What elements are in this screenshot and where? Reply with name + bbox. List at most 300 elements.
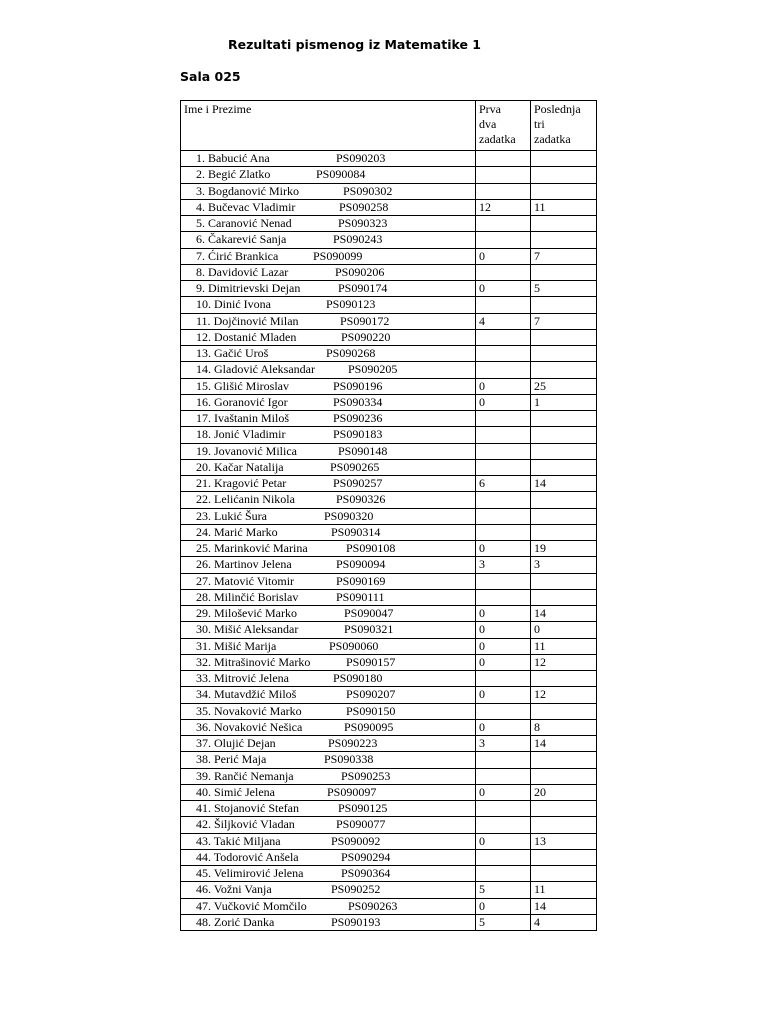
table-row bbox=[181, 606, 597, 622]
table-row bbox=[181, 817, 597, 833]
table-row bbox=[181, 313, 597, 329]
student-id: PS090148 bbox=[338, 443, 388, 458]
score-first-two: 12 bbox=[476, 199, 531, 215]
score-last-three: 4 bbox=[531, 914, 597, 930]
row-number: 44. bbox=[196, 849, 211, 864]
score-last-three: 1 bbox=[531, 394, 597, 410]
score-first-two bbox=[476, 752, 531, 768]
student-cell bbox=[181, 622, 476, 638]
student-name: Davidović Lazar bbox=[208, 264, 289, 279]
student-cell bbox=[181, 443, 476, 459]
table-row bbox=[181, 768, 597, 784]
table-row bbox=[181, 882, 597, 898]
student-id: PS090334 bbox=[333, 394, 383, 409]
student-cell bbox=[181, 297, 476, 313]
student-id: PS090258 bbox=[339, 199, 389, 214]
row-number: 16. bbox=[196, 394, 211, 409]
score-first-two bbox=[476, 167, 531, 183]
student-name: Mišić Aleksandar bbox=[214, 622, 299, 637]
score-last-three bbox=[531, 768, 597, 784]
student-name: Bučevac Vladimir bbox=[208, 199, 296, 214]
table-row bbox=[181, 167, 597, 183]
student-cell bbox=[181, 378, 476, 394]
row-number: 23. bbox=[196, 508, 211, 523]
score-first-two bbox=[476, 151, 531, 167]
student-name: Todorović Anšela bbox=[213, 849, 299, 864]
row-number: 4. bbox=[196, 199, 205, 214]
student-cell bbox=[181, 281, 476, 297]
score-last-three bbox=[531, 216, 597, 232]
row-number: 47. bbox=[196, 898, 211, 913]
student-id: PS090095 bbox=[344, 719, 394, 734]
student-cell bbox=[181, 784, 476, 800]
document-title: Rezultati pismenog iz Matematike 1 bbox=[228, 37, 482, 52]
score-first-two bbox=[476, 817, 531, 833]
table-row bbox=[181, 671, 597, 687]
score-last-three bbox=[531, 362, 597, 378]
score-first-two bbox=[476, 183, 531, 199]
score-last-three bbox=[531, 524, 597, 540]
student-id: PS090077 bbox=[336, 817, 386, 832]
score-last-three bbox=[531, 817, 597, 833]
score-first-two bbox=[476, 524, 531, 540]
student-cell bbox=[181, 199, 476, 215]
score-last-three bbox=[531, 866, 597, 882]
score-last-three bbox=[531, 589, 597, 605]
row-number: 39. bbox=[196, 768, 211, 783]
score-last-three: 25 bbox=[531, 378, 597, 394]
row-number: 22. bbox=[196, 492, 211, 507]
student-name: Jovanović Milica bbox=[214, 443, 297, 458]
student-id: PS090223 bbox=[328, 736, 378, 750]
student-id: PS090207 bbox=[346, 687, 396, 702]
student-cell bbox=[181, 216, 476, 232]
row-number: 2. bbox=[196, 167, 205, 182]
table-row bbox=[181, 151, 597, 167]
student-name: Perić Maja bbox=[214, 752, 267, 767]
score-last-three: 5 bbox=[531, 281, 597, 297]
score-last-three: 14 bbox=[531, 606, 597, 622]
row-number: 48. bbox=[196, 914, 211, 929]
student-name: Dimitrievski Dejan bbox=[208, 281, 301, 295]
student-cell bbox=[181, 167, 476, 183]
score-last-three: 11 bbox=[531, 882, 597, 898]
row-number: 33. bbox=[196, 671, 211, 685]
header-last-three-tasks: Poslednja tri zadatka bbox=[531, 101, 597, 151]
table-row bbox=[181, 573, 597, 589]
row-number: 31. bbox=[196, 638, 211, 653]
row-number: 1. bbox=[196, 151, 205, 165]
score-first-two bbox=[476, 346, 531, 362]
score-last-three: 20 bbox=[531, 784, 597, 800]
student-id: PS090092 bbox=[331, 833, 381, 848]
score-last-three: 7 bbox=[531, 313, 597, 329]
table-row bbox=[181, 508, 597, 524]
score-first-two bbox=[476, 801, 531, 817]
student-name: Marić Marko bbox=[214, 524, 278, 539]
table-row bbox=[181, 394, 597, 410]
table-row bbox=[181, 898, 597, 914]
student-id: PS090196 bbox=[333, 378, 383, 393]
score-last-three bbox=[531, 703, 597, 719]
score-first-two bbox=[476, 329, 531, 345]
student-cell bbox=[181, 411, 476, 427]
student-name: Vožni Vanja bbox=[213, 882, 272, 897]
student-id: PS090338 bbox=[324, 752, 374, 767]
student-id: PS090321 bbox=[344, 622, 394, 637]
room-label: Sala 025 bbox=[180, 69, 241, 84]
student-name: Lelićanin Nikola bbox=[214, 492, 295, 507]
row-number: 7. bbox=[196, 248, 205, 263]
row-number: 30. bbox=[196, 622, 211, 637]
student-id: PS090111 bbox=[336, 589, 385, 604]
header-first-two-tasks: Prva dva zadatka bbox=[476, 101, 531, 151]
student-cell bbox=[181, 394, 476, 410]
score-first-two: 0 bbox=[476, 248, 531, 264]
student-cell bbox=[181, 492, 476, 508]
table-row bbox=[181, 622, 597, 638]
student-id: PS090205 bbox=[348, 362, 398, 377]
student-cell bbox=[181, 914, 476, 930]
score-first-two bbox=[476, 508, 531, 524]
student-cell bbox=[181, 817, 476, 833]
student-cell bbox=[181, 687, 476, 703]
row-number: 3. bbox=[196, 183, 205, 198]
student-name: Šiljković Vladan bbox=[214, 817, 295, 832]
table-row bbox=[181, 833, 597, 849]
student-cell bbox=[181, 736, 476, 752]
row-number: 32. bbox=[196, 654, 211, 669]
student-id: PS090084 bbox=[316, 167, 366, 182]
table-row bbox=[181, 199, 597, 215]
student-name: Ćirić Brankica bbox=[208, 248, 279, 263]
student-cell bbox=[181, 898, 476, 914]
student-id: PS090314 bbox=[331, 524, 381, 539]
student-name: Gačić Uroš bbox=[214, 346, 269, 360]
student-cell bbox=[181, 313, 476, 329]
table-row bbox=[181, 784, 597, 800]
student-id: PS090108 bbox=[346, 541, 396, 555]
student-cell bbox=[181, 232, 476, 248]
student-name: Kačar Natalija bbox=[214, 459, 284, 474]
row-number: 41. bbox=[196, 801, 211, 815]
score-first-two: 0 bbox=[476, 622, 531, 638]
student-name: Marinković Marina bbox=[214, 541, 308, 555]
score-first-two bbox=[476, 264, 531, 280]
row-number: 42. bbox=[196, 817, 211, 832]
student-cell bbox=[181, 264, 476, 280]
student-id: PS090060 bbox=[329, 638, 379, 653]
student-cell bbox=[181, 573, 476, 589]
table-row bbox=[181, 411, 597, 427]
score-last-three bbox=[531, 443, 597, 459]
score-last-three bbox=[531, 492, 597, 508]
score-first-two bbox=[476, 849, 531, 865]
table-row bbox=[181, 329, 597, 345]
student-name: Zorić Danka bbox=[214, 914, 275, 929]
row-number: 37. bbox=[196, 736, 211, 750]
table-row bbox=[181, 459, 597, 475]
score-last-three bbox=[531, 427, 597, 443]
score-last-three: 0 bbox=[531, 622, 597, 638]
score-last-three: 7 bbox=[531, 248, 597, 264]
student-id: PS090193 bbox=[331, 914, 381, 929]
row-number: 28. bbox=[196, 589, 211, 604]
score-first-two bbox=[476, 573, 531, 589]
row-number: 34. bbox=[196, 687, 211, 702]
student-name: Goranović Igor bbox=[214, 394, 288, 409]
student-name: Vučković Momčilo bbox=[213, 898, 307, 913]
score-last-three bbox=[531, 801, 597, 817]
student-cell bbox=[181, 606, 476, 622]
student-cell bbox=[181, 866, 476, 882]
student-name: Čakarević Sanja bbox=[208, 232, 287, 247]
table-row bbox=[181, 362, 597, 378]
row-number: 15. bbox=[196, 378, 211, 393]
score-last-three: 14 bbox=[531, 736, 597, 752]
student-name: Babucić Ana bbox=[208, 151, 270, 165]
student-cell bbox=[181, 654, 476, 670]
table-row bbox=[181, 216, 597, 232]
row-number: 13. bbox=[196, 346, 211, 360]
student-id: PS090320 bbox=[324, 508, 374, 523]
student-cell bbox=[181, 541, 476, 557]
student-name: Novaković Nešica bbox=[214, 719, 303, 734]
score-first-two bbox=[476, 703, 531, 719]
score-first-two bbox=[476, 492, 531, 508]
score-last-three bbox=[531, 151, 597, 167]
student-name: Kragović Petar bbox=[214, 476, 287, 490]
row-number: 9. bbox=[196, 281, 205, 295]
student-id: PS090252 bbox=[331, 882, 381, 897]
score-first-two: 4 bbox=[476, 313, 531, 329]
student-name: Dojčinović Milan bbox=[213, 313, 299, 328]
table-row bbox=[181, 264, 597, 280]
table-row bbox=[181, 752, 597, 768]
score-last-three: 3 bbox=[531, 557, 597, 573]
row-number: 6. bbox=[196, 232, 205, 247]
table-row bbox=[181, 801, 597, 817]
score-last-three bbox=[531, 264, 597, 280]
score-first-two: 0 bbox=[476, 898, 531, 914]
student-name: Novaković Marko bbox=[214, 703, 302, 718]
table-row bbox=[181, 914, 597, 930]
score-last-three: 12 bbox=[531, 687, 597, 703]
student-cell bbox=[181, 882, 476, 898]
row-number: 18. bbox=[196, 427, 211, 442]
row-number: 24. bbox=[196, 524, 211, 539]
student-name: Glišić Miroslav bbox=[214, 378, 289, 393]
student-name: Olujić Dejan bbox=[214, 736, 276, 750]
student-cell bbox=[181, 329, 476, 345]
student-name: Mišić Marija bbox=[214, 638, 277, 653]
table-header-row bbox=[181, 101, 597, 151]
student-cell bbox=[181, 703, 476, 719]
score-last-three bbox=[531, 849, 597, 865]
score-last-three bbox=[531, 232, 597, 248]
table-row bbox=[181, 297, 597, 313]
row-number: 38. bbox=[196, 752, 211, 767]
row-number: 10. bbox=[196, 297, 211, 312]
row-number: 5. bbox=[196, 216, 205, 230]
score-first-two: 0 bbox=[476, 281, 531, 297]
row-number: 17. bbox=[196, 411, 211, 425]
student-name: Begić Zlatko bbox=[208, 167, 271, 182]
table-row bbox=[181, 736, 597, 752]
score-last-three bbox=[531, 329, 597, 345]
row-number: 35. bbox=[196, 703, 211, 718]
student-cell bbox=[181, 346, 476, 362]
row-number: 27. bbox=[196, 573, 211, 588]
student-cell bbox=[181, 801, 476, 817]
score-first-two: 0 bbox=[476, 687, 531, 703]
row-number: 43. bbox=[196, 833, 211, 848]
student-id: PS090364 bbox=[341, 866, 391, 880]
student-cell bbox=[181, 459, 476, 475]
score-first-two bbox=[476, 427, 531, 443]
student-id: PS090302 bbox=[343, 183, 393, 198]
student-name: Dinić Ivona bbox=[214, 297, 271, 312]
score-first-two bbox=[476, 232, 531, 248]
student-name: Gladović Aleksandar bbox=[214, 362, 315, 377]
row-number: 12. bbox=[196, 329, 211, 344]
student-id: PS090257 bbox=[333, 476, 383, 490]
student-id: PS090263 bbox=[348, 898, 398, 913]
student-id: PS090180 bbox=[333, 671, 383, 685]
student-name: Jonić Vladimir bbox=[214, 427, 286, 442]
student-name: Caranović Nenad bbox=[208, 216, 292, 230]
student-cell bbox=[181, 427, 476, 443]
score-first-two bbox=[476, 589, 531, 605]
header-name: Ime i Prezime bbox=[181, 101, 476, 151]
table-row bbox=[181, 281, 597, 297]
score-first-two: 5 bbox=[476, 914, 531, 930]
student-id: PS090326 bbox=[336, 492, 386, 507]
student-id: PS090265 bbox=[330, 459, 380, 474]
score-last-three bbox=[531, 183, 597, 199]
student-name: Martinov Jelena bbox=[214, 557, 292, 572]
student-name: Mitrašinović Marko bbox=[214, 654, 311, 669]
row-number: 11. bbox=[196, 313, 211, 328]
student-id: PS090174 bbox=[338, 281, 388, 295]
student-id: PS090150 bbox=[346, 703, 396, 718]
student-id: PS090253 bbox=[341, 768, 391, 783]
score-first-two: 0 bbox=[476, 784, 531, 800]
student-id: PS090094 bbox=[336, 557, 386, 572]
table-row bbox=[181, 557, 597, 573]
student-id: PS090206 bbox=[335, 264, 385, 279]
score-last-three bbox=[531, 671, 597, 687]
score-first-two: 0 bbox=[476, 654, 531, 670]
row-number: 19. bbox=[196, 443, 211, 458]
student-cell bbox=[181, 719, 476, 735]
student-cell bbox=[181, 671, 476, 687]
table-row bbox=[181, 524, 597, 540]
score-last-three: 14 bbox=[531, 476, 597, 492]
row-number: 21. bbox=[196, 476, 211, 490]
table-row bbox=[181, 589, 597, 605]
score-first-two bbox=[476, 443, 531, 459]
score-last-three: 12 bbox=[531, 654, 597, 670]
student-id: PS090183 bbox=[333, 427, 383, 442]
table-row bbox=[181, 654, 597, 670]
score-last-three bbox=[531, 167, 597, 183]
student-name: Stojanović Stefan bbox=[214, 801, 299, 815]
score-first-two bbox=[476, 459, 531, 475]
score-last-three: 14 bbox=[531, 898, 597, 914]
student-cell bbox=[181, 476, 476, 492]
score-first-two bbox=[476, 768, 531, 784]
table-row bbox=[181, 443, 597, 459]
student-id: PS090169 bbox=[336, 573, 386, 588]
student-cell bbox=[181, 524, 476, 540]
student-cell bbox=[181, 151, 476, 167]
table-row bbox=[181, 346, 597, 362]
student-cell bbox=[181, 638, 476, 654]
score-last-three: 11 bbox=[531, 199, 597, 215]
score-last-three bbox=[531, 752, 597, 768]
table-row bbox=[181, 541, 597, 557]
student-id: PS090172 bbox=[340, 313, 390, 328]
student-name: Simić Jelena bbox=[214, 784, 275, 799]
table-row bbox=[181, 638, 597, 654]
row-number: 20. bbox=[196, 459, 211, 474]
student-cell bbox=[181, 362, 476, 378]
table-row bbox=[181, 232, 597, 248]
table-row bbox=[181, 866, 597, 882]
student-name: Rančić Nemanja bbox=[214, 768, 294, 783]
table-row bbox=[181, 476, 597, 492]
student-cell bbox=[181, 833, 476, 849]
score-first-two: 0 bbox=[476, 638, 531, 654]
student-name: Ivaštanin Miloš bbox=[214, 411, 289, 425]
score-last-three bbox=[531, 297, 597, 313]
student-cell bbox=[181, 508, 476, 524]
student-id: PS090236 bbox=[333, 411, 383, 425]
score-first-two: 0 bbox=[476, 833, 531, 849]
row-number: 36. bbox=[196, 719, 211, 734]
score-first-two bbox=[476, 411, 531, 427]
student-name: Mitrović Jelena bbox=[214, 671, 289, 685]
score-first-two bbox=[476, 216, 531, 232]
row-number: 8. bbox=[196, 264, 205, 279]
row-number: 26. bbox=[196, 557, 211, 572]
table-row bbox=[181, 248, 597, 264]
student-id: PS090099 bbox=[313, 248, 363, 263]
score-last-three: 13 bbox=[531, 833, 597, 849]
score-last-three: 19 bbox=[531, 541, 597, 557]
table-row bbox=[181, 183, 597, 199]
score-last-three: 11 bbox=[531, 638, 597, 654]
student-id: PS090097 bbox=[327, 784, 377, 799]
row-number: 25. bbox=[196, 541, 211, 555]
row-number: 29. bbox=[196, 606, 211, 620]
student-cell bbox=[181, 589, 476, 605]
student-cell bbox=[181, 557, 476, 573]
student-cell bbox=[181, 248, 476, 264]
student-name: Takić Miljana bbox=[213, 833, 281, 848]
score-first-two: 3 bbox=[476, 736, 531, 752]
score-last-three bbox=[531, 346, 597, 362]
student-name: Milinčić Borislav bbox=[214, 589, 299, 604]
score-first-two: 0 bbox=[476, 606, 531, 622]
table-row bbox=[181, 687, 597, 703]
score-last-three bbox=[531, 573, 597, 589]
results-table bbox=[180, 100, 597, 931]
student-id: PS090243 bbox=[333, 232, 383, 247]
score-first-two: 6 bbox=[476, 476, 531, 492]
table-row bbox=[181, 378, 597, 394]
